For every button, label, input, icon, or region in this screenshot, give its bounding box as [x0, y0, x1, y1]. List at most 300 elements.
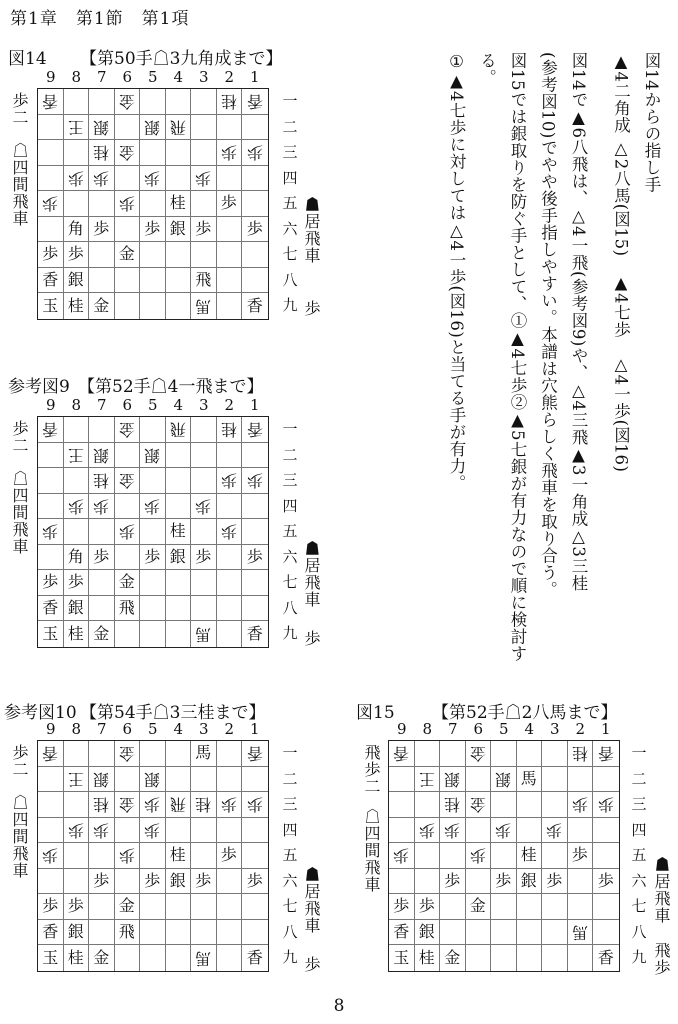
board-square: [242, 494, 268, 520]
gote-piece: 馬: [195, 624, 212, 644]
shogi-board: [388, 740, 620, 972]
board-square: [140, 519, 166, 545]
board-square: [38, 268, 64, 294]
board-square: [166, 217, 192, 243]
board-square: [542, 792, 568, 818]
commentary-paragraph: 図15では銀取りを防ぐ手として、①▲4七歩②▲5七銀が有力なので順に検討する。: [477, 52, 527, 662]
gote-piece: 歩: [571, 795, 588, 815]
diagram-label: 図15: [356, 703, 395, 723]
board-square: [191, 545, 217, 571]
gote-piece: 桂: [444, 795, 461, 815]
board-square: [517, 818, 543, 844]
board-square: [242, 767, 268, 793]
board-square: [415, 792, 441, 818]
row-numbers: 一 二 三 四 五 六 七 八 九: [631, 744, 647, 966]
board-square: [440, 843, 466, 869]
board-square: [517, 869, 543, 895]
gote-piece: 金: [469, 795, 486, 815]
gote-piece: 銀: [144, 445, 161, 465]
gote-piece: 歩: [42, 846, 59, 866]
diagram-title: 【第52手☖2八馬まで】: [432, 703, 618, 723]
board-square: [593, 767, 619, 793]
gote-piece: 桂: [220, 420, 237, 440]
board-square: [389, 818, 415, 844]
board-square: [64, 767, 90, 793]
board-square: [191, 741, 217, 767]
board-square: [166, 242, 192, 268]
board-square: [64, 741, 90, 767]
board-square: [242, 242, 268, 268]
gote-piece: 銀: [495, 769, 512, 789]
board-square: [491, 894, 517, 920]
sente-piece: 歩: [195, 870, 212, 890]
sente-piece: 桂: [169, 193, 186, 213]
board-square: [115, 519, 141, 545]
board-square: [491, 869, 517, 895]
board-square: [466, 869, 492, 895]
commentary-text: [441, 52, 667, 692]
board-square: [191, 767, 217, 793]
board-square: [38, 443, 64, 469]
sente-piece: 歩: [93, 546, 110, 566]
board-square: [440, 920, 466, 946]
commentary-paragraph: 図14で▲6八飛は、△4一飛(参考図9)や、△4三飛▲3一角成△3三桂: [569, 52, 588, 592]
board-square: [242, 89, 268, 115]
board-square: [217, 166, 243, 192]
board-square: [140, 767, 166, 793]
sente-piece: 桂: [418, 947, 435, 967]
sente-piece: 金: [118, 896, 135, 916]
board-square: [191, 217, 217, 243]
board-square: [440, 869, 466, 895]
board-square: [166, 519, 192, 545]
board-square: [38, 494, 64, 520]
board-square: [217, 468, 243, 494]
gote-piece: 香: [42, 92, 59, 112]
gote-piece: 王: [67, 445, 84, 465]
gote-piece: 歩: [469, 846, 486, 866]
sente-piece: 金: [118, 244, 135, 264]
board-square: [568, 894, 594, 920]
gote-piece: 歩: [597, 795, 614, 815]
board-square: [89, 570, 115, 596]
board-square: [38, 519, 64, 545]
board-square: [217, 519, 243, 545]
board-square: [89, 621, 115, 647]
board-square: [166, 792, 192, 818]
board-square: [140, 443, 166, 469]
board-square: [191, 920, 217, 946]
board-square: [64, 621, 90, 647]
board-square: [568, 869, 594, 895]
diagram-label: 参考図9: [8, 377, 70, 397]
board-square: [115, 920, 141, 946]
board-square: [38, 89, 64, 115]
board-square: [593, 894, 619, 920]
gote-piece: 歩: [246, 471, 263, 491]
board-square: [217, 818, 243, 844]
gote-piece: 王: [67, 117, 84, 137]
gote-piece: 歩: [42, 522, 59, 542]
board-square: [191, 945, 217, 971]
chapter-header: 第1章 第1節 第1項: [10, 9, 190, 29]
board-square: [115, 894, 141, 920]
column-numbers: 9 8 7 6 5 4 3 2 1: [45, 396, 260, 414]
board-square: [593, 920, 619, 946]
sente-piece: 歩: [418, 896, 435, 916]
board-square: [242, 468, 268, 494]
gote-piece: 香: [393, 744, 410, 764]
shogi-board: [37, 88, 269, 320]
board-square: [89, 767, 115, 793]
gote-piece: 歩: [444, 820, 461, 840]
sente-hand-pieces: 歩: [302, 956, 321, 973]
board-square: [166, 468, 192, 494]
board-square: [166, 494, 192, 520]
board-square: [217, 869, 243, 895]
gote-hand-pieces: 歩二: [10, 744, 29, 778]
board-square: [166, 894, 192, 920]
board-square: [242, 894, 268, 920]
sente-piece: 歩: [571, 845, 588, 865]
board-square: [166, 741, 192, 767]
board-square: [89, 494, 115, 520]
sente-piece: 金: [93, 295, 110, 315]
board-square: [38, 741, 64, 767]
board-square: [491, 945, 517, 971]
board-square: [166, 570, 192, 596]
board-square: [242, 293, 268, 319]
board-square: [166, 443, 192, 469]
gote-piece: 馬: [195, 296, 212, 316]
board-square: [115, 792, 141, 818]
board-square: [38, 869, 64, 895]
board-square: [517, 945, 543, 971]
gote-piece: 歩: [67, 168, 84, 188]
gote-piece: 金: [118, 795, 135, 815]
board-square: [140, 191, 166, 217]
gote-piece: 香: [246, 420, 263, 440]
board-square: [115, 468, 141, 494]
board-square: [191, 519, 217, 545]
board-square: [242, 792, 268, 818]
board-square: [217, 268, 243, 294]
board-square: [415, 843, 441, 869]
diagram-title: 【第50手☖3九角成まで】: [80, 49, 283, 69]
sente-piece: 歩: [195, 546, 212, 566]
board-square: [64, 596, 90, 622]
sente-hand-pieces: 飛歩: [652, 942, 671, 976]
board-square: [38, 792, 64, 818]
board-square: [217, 894, 243, 920]
board-square: [568, 792, 594, 818]
board-square: [217, 621, 243, 647]
gote-piece: 歩: [220, 471, 237, 491]
sente-piece: 銀: [67, 921, 84, 941]
board-square: [115, 89, 141, 115]
board-square: [89, 166, 115, 192]
board-square: [542, 818, 568, 844]
board-square: [140, 468, 166, 494]
board-square: [440, 894, 466, 920]
sente-piece: 角: [67, 218, 84, 238]
column-numbers: 9 8 7 6 5 4 3 2 1: [396, 720, 611, 738]
board-square: [242, 115, 268, 141]
diagram-title: 【第54手☖3三桂まで】: [80, 703, 266, 723]
board-square: [491, 818, 517, 844]
board-square: [440, 741, 466, 767]
sente-piece: 銀: [418, 921, 435, 941]
board-square: [166, 945, 192, 971]
sente-piece: 金: [93, 623, 110, 643]
sente-piece: 香: [393, 921, 410, 941]
board-square: [115, 417, 141, 443]
gote-piece: 金: [118, 420, 135, 440]
row-numbers: 一 二 三 四 五 六 七 八 九: [282, 420, 298, 642]
board-square: [64, 894, 90, 920]
board-square: [89, 468, 115, 494]
sente-piece: 桂: [67, 623, 84, 643]
board-square: [242, 417, 268, 443]
sente-piece: 歩: [144, 218, 161, 238]
board-square: [64, 545, 90, 571]
board-square: [64, 89, 90, 115]
board-square: [542, 843, 568, 869]
board-square: [115, 115, 141, 141]
board-square: [140, 621, 166, 647]
board-square: [38, 293, 64, 319]
board-square: [115, 545, 141, 571]
board-square: [140, 741, 166, 767]
board-square: [242, 191, 268, 217]
sente-piece: 歩: [246, 546, 263, 566]
gote-piece: 歩: [144, 795, 161, 815]
gote-piece: 歩: [118, 846, 135, 866]
board-square: [415, 767, 441, 793]
sente-piece: 銀: [169, 546, 186, 566]
board-square: [242, 920, 268, 946]
board-square: [89, 818, 115, 844]
board-square: [491, 741, 517, 767]
gote-piece: 歩: [220, 143, 237, 163]
board-square: [64, 843, 90, 869]
gote-piece: 歩: [246, 143, 263, 163]
board-square: [115, 140, 141, 166]
sente-piece: 歩: [597, 870, 614, 890]
gote-piece: 金: [118, 143, 135, 163]
gote-hand-pieces: 歩二: [10, 420, 29, 454]
board-square: [89, 545, 115, 571]
board-square: [568, 945, 594, 971]
board-square: [89, 268, 115, 294]
sente-piece: 香: [246, 295, 263, 315]
sente-piece: 歩: [144, 870, 161, 890]
board-square: [466, 945, 492, 971]
board-square: [166, 545, 192, 571]
board-square: [440, 767, 466, 793]
board-square: [593, 843, 619, 869]
sente-piece: 歩: [93, 870, 110, 890]
board-square: [115, 217, 141, 243]
board-square: [440, 945, 466, 971]
sente-piece: 香: [42, 597, 59, 617]
board-square: [593, 741, 619, 767]
board-square: [191, 293, 217, 319]
board-square: [89, 792, 115, 818]
board-square: [89, 89, 115, 115]
gote-piece: 歩: [144, 496, 161, 516]
board-square: [242, 217, 268, 243]
board-square: [389, 767, 415, 793]
sente-piece: 歩: [246, 870, 263, 890]
board-square: [140, 89, 166, 115]
sente-piece: 銀: [67, 597, 84, 617]
board-square: [217, 242, 243, 268]
board-square: [115, 268, 141, 294]
board-square: [89, 417, 115, 443]
board-square: [389, 792, 415, 818]
sente-piece: 歩: [42, 896, 59, 916]
sente-piece: 銀: [67, 269, 84, 289]
shogi-board: [37, 740, 269, 972]
board-square: [89, 596, 115, 622]
gote-piece: 飛: [169, 420, 186, 440]
board-square: [242, 621, 268, 647]
board-square: [217, 115, 243, 141]
board-square: [38, 217, 64, 243]
gote-piece: 金: [118, 471, 135, 491]
commentary-paragraph: (参考図10)でやや後手指しやすい。本譜は穴熊らしく飛車を取り合う。: [538, 52, 558, 598]
board-square: [89, 242, 115, 268]
board-square: [166, 596, 192, 622]
board-square: [593, 818, 619, 844]
board-square: [115, 869, 141, 895]
board-square: [140, 166, 166, 192]
board-square: [166, 166, 192, 192]
board-square: [64, 519, 90, 545]
sente-piece: 歩: [67, 896, 84, 916]
board-square: [415, 920, 441, 946]
gote-piece: 歩: [67, 820, 84, 840]
board-square: [217, 443, 243, 469]
board-square: [38, 894, 64, 920]
board-square: [64, 191, 90, 217]
board-square: [38, 767, 64, 793]
board-square: [389, 843, 415, 869]
board-square: [89, 843, 115, 869]
board-square: [38, 140, 64, 166]
board-square: [191, 140, 217, 166]
board-square: [89, 945, 115, 971]
gote-hand-label: ☖四間飛車: [10, 794, 29, 879]
board-square: [38, 242, 64, 268]
board-square: [191, 818, 217, 844]
board-square: [140, 843, 166, 869]
commentary-paragraph: ▲4二角成 △2八馬(図15) ▲4七歩 △4一歩(図16): [611, 52, 631, 473]
board-square: [217, 89, 243, 115]
gote-piece: 銀: [144, 117, 161, 137]
board-square: [415, 945, 441, 971]
board-square: [140, 115, 166, 141]
board-square: [191, 621, 217, 647]
board-square: [242, 443, 268, 469]
sente-hand-pieces: 歩: [302, 630, 321, 647]
board-square: [115, 818, 141, 844]
board-square: [166, 191, 192, 217]
board-square: [389, 894, 415, 920]
board-square: [64, 115, 90, 141]
gote-piece: 歩: [67, 496, 84, 516]
sente-piece: 玉: [42, 623, 59, 643]
board-square: [389, 869, 415, 895]
board-square: [140, 545, 166, 571]
board-square: [517, 920, 543, 946]
sente-piece: 銀: [169, 218, 186, 238]
board-square: [593, 945, 619, 971]
board-square: [542, 741, 568, 767]
sente-piece: 桂: [169, 521, 186, 541]
gote-piece: 香: [246, 744, 263, 764]
sente-hand-pieces: 歩: [302, 300, 321, 317]
sente-piece: 歩: [67, 572, 84, 592]
board-square: [568, 920, 594, 946]
board-square: [242, 818, 268, 844]
board-square: [491, 920, 517, 946]
board-square: [140, 140, 166, 166]
sente-piece: 歩: [495, 870, 512, 890]
board-square: [389, 945, 415, 971]
board-square: [166, 869, 192, 895]
diagram-label: 参考図10: [4, 703, 77, 723]
gote-piece: 桂: [195, 795, 212, 815]
sente-piece: 香: [42, 921, 59, 941]
sente-piece: 玉: [42, 295, 59, 315]
gote-piece: 王: [418, 769, 435, 789]
diagram-title: 【第52手☖4一飛まで】: [78, 377, 264, 397]
sente-piece: 歩: [246, 218, 263, 238]
gote-piece: 歩: [546, 820, 563, 840]
diagram-label: 図14: [8, 49, 47, 69]
board-square: [440, 792, 466, 818]
sente-piece: 香: [246, 623, 263, 643]
board-square: [242, 545, 268, 571]
gote-piece: 香: [42, 744, 59, 764]
gote-piece: 歩: [246, 795, 263, 815]
board-square: [217, 792, 243, 818]
gote-piece: 歩: [93, 496, 110, 516]
board-square: [517, 741, 543, 767]
board-square: [89, 443, 115, 469]
sente-piece: 歩: [42, 572, 59, 592]
board-square: [89, 869, 115, 895]
sente-hand-label: ☗居飛車: [302, 540, 321, 608]
board-square: [89, 191, 115, 217]
board-square: [217, 570, 243, 596]
board-square: [64, 792, 90, 818]
commentary-paragraph: 図14からの指し手: [642, 52, 661, 193]
board-square: [64, 140, 90, 166]
gote-piece: 銀: [93, 445, 110, 465]
board-square: [38, 596, 64, 622]
sente-piece: 玉: [393, 947, 410, 967]
board-square: [64, 217, 90, 243]
board-square: [115, 242, 141, 268]
board-square: [38, 945, 64, 971]
gote-piece: 歩: [495, 820, 512, 840]
board-square: [89, 519, 115, 545]
board-square: [115, 166, 141, 192]
board-square: [140, 894, 166, 920]
